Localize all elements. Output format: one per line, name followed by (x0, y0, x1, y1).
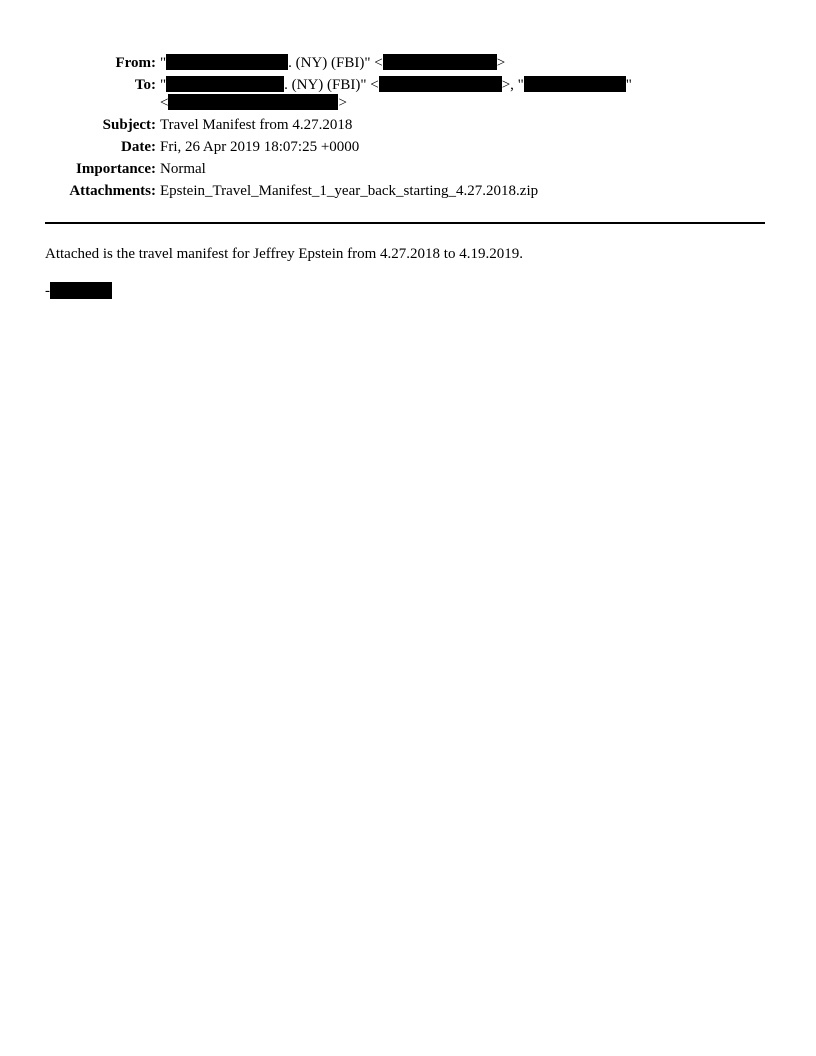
subject-value: Travel Manifest from 4.27.2018 (160, 117, 353, 133)
subject-row (0, 114, 816, 136)
date-row (0, 136, 816, 158)
attachments-row (0, 180, 816, 202)
email-header (0, 52, 816, 202)
to-affiliation: . (NY) (FBI)" < (284, 77, 379, 93)
signature-dash: - (45, 283, 50, 299)
from-value (160, 52, 505, 72)
date-value: Fri, 26 Apr 2019 18:07:25 +0000 (160, 139, 360, 155)
from-label: From: (115, 55, 156, 71)
redaction-block (383, 54, 497, 70)
redaction-block (524, 76, 626, 92)
message-body: Attached is the travel manifest for Jeffrey Epstein from 4.27.2018 to 4.19.2019. (45, 246, 523, 262)
importance-label: Importance: (76, 161, 156, 177)
from-quote-open: " (160, 55, 167, 71)
to-label: To: (134, 77, 156, 93)
to-row (0, 74, 816, 114)
from-affiliation: . (NY) (FBI)" < (288, 55, 383, 71)
redaction-block (168, 94, 338, 110)
attachment-filename[interactable]: Epstein_Travel_Manifest_1_year_back_starting_4.27.2018.zip (160, 183, 539, 199)
importance-value: Normal (160, 161, 206, 177)
from-angle-close: > (496, 55, 506, 71)
redaction-block (50, 282, 112, 299)
to-value (160, 74, 632, 112)
attachments-label: Attachments: (69, 183, 156, 199)
signature (45, 281, 112, 301)
to-quote-open: " (160, 77, 167, 93)
to-line2-angle-close: > (338, 95, 347, 111)
redaction-block (166, 76, 284, 92)
header-divider (45, 222, 765, 224)
importance-row (0, 158, 816, 180)
to-line2-angle-open: < (160, 95, 169, 111)
to-separator: >, " (501, 77, 524, 93)
subject-label: Subject: (102, 117, 156, 133)
redaction-block (379, 76, 502, 92)
date-label: Date: (121, 139, 156, 155)
to-quote-close: " (625, 77, 632, 93)
redaction-block (166, 54, 288, 70)
from-row (0, 52, 816, 74)
